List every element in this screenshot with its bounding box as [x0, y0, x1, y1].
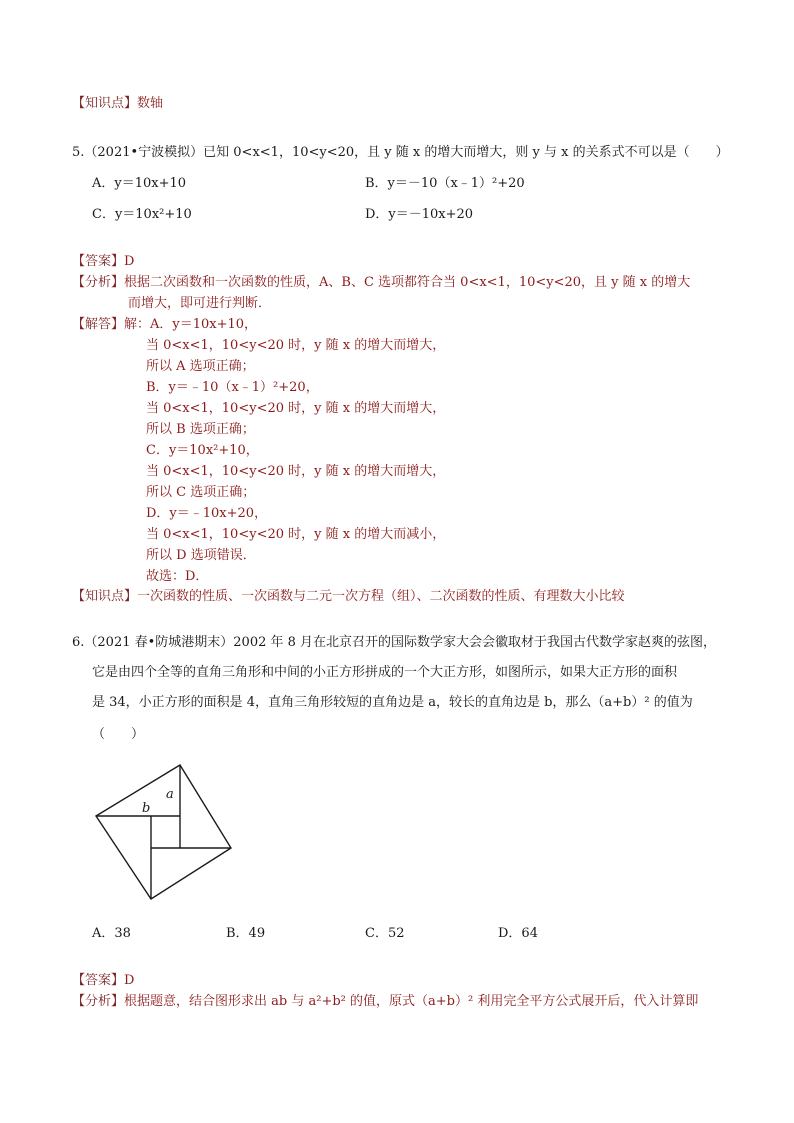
q5-knowledge-point-tag: 【知识点】 [72, 589, 138, 604]
q5-solution-line: 解：A．y＝10x+10， [124, 317, 258, 332]
q5-analysis-row [72, 274, 690, 292]
q5-option-a: A．y＝10x+10 [92, 176, 187, 191]
q6-option-c: C．52 [365, 926, 405, 941]
q5-solution-line: 当 0<x<1，10<y<20 时，y 随 x 的增大而增大， [146, 338, 446, 353]
question-6-stem-line-2: 它是由四个全等的直角三角形和中间的小正方形拼成的一个大正方形，如图所示，如果大正方形的面积 [92, 665, 678, 680]
q5-option-c: C．y＝10x²+10 [92, 207, 192, 222]
q5-solution-line: B．y＝﹣10（x﹣1）²+20， [146, 380, 319, 395]
label-b: b [142, 801, 151, 816]
q5-solution-line: D．y＝﹣10x+20， [146, 506, 268, 521]
q5-knowledge-point-text: 一次函数的性质、一次函数与二元一次方程（组）、二次函数的性质、有理数大小比较 [137, 589, 625, 604]
q6-answer-row [72, 972, 134, 990]
question-6-stem-line-3: 是 34，小正方形的面积是 4，直角三角形较短的直角边是 a，较长的直角边是 b，那么（a+b）² 的值为 [92, 695, 693, 710]
q5-solution-row [72, 316, 257, 334]
q5-analysis-tag: 【分析】 [72, 275, 125, 290]
q5-analysis-line-2: 而增大，即可进行判断． [128, 296, 272, 311]
q5-knowledge-point-row [72, 588, 625, 606]
q6-analysis-line-1: 根据题意，结合图形求出 ab 与 a²+b² 的值，原式（a+b）² 利用完全平方公式展开后，代入计算即 [124, 994, 699, 1009]
q5-option-b: B．y＝－10（x﹣1）²+20 [365, 176, 525, 191]
q6-option-a: A．38 [92, 926, 131, 941]
knowledge-point-text: 数轴 [137, 96, 164, 111]
q5-answer-tag: 【答案】 [72, 254, 125, 269]
question-6-stem-line-1: 6.（2021 春•防城港期末）2002 年 8 月在北京召开的国际数学家大会会徽取材于我国古代数学家赵爽的弦图， [72, 635, 717, 650]
knowledge-point-tag: 【知识点】 [72, 96, 138, 111]
outer-square [96, 765, 231, 899]
q5-option-d: D．y＝－10x+20 [365, 207, 474, 222]
q6-analysis-row [72, 993, 698, 1011]
q6-answer: D [124, 973, 135, 988]
q5-analysis-line-1: 根据二次函数和一次函数的性质，A、B、C 选项都符合当 0<x<1，10<y<20，且 y 随 x 的增大 [124, 275, 691, 290]
zhao-shuang-figure [80, 760, 250, 910]
question-5-stem: 5.（2021•宁波模拟）已知 0<x<1，10<y<20，且 y 随 x 的增大而增大，则 y 与 x 的关系式不可以是（ ） [72, 145, 729, 160]
q6-option-d: D．64 [498, 926, 538, 941]
q5-solution-line: 当 0<x<1，10<y<20 时，y 随 x 的增大而增大， [146, 464, 446, 479]
q6-analysis-tag: 【分析】 [72, 994, 125, 1009]
label-a: a [166, 787, 174, 802]
q5-solution-line: 所以 D 选项错误． [146, 548, 256, 563]
q6-answer-tag: 【答案】 [72, 973, 125, 988]
q5-solution-line: 当 0<x<1，10<y<20 时，y 随 x 的增大而减小， [146, 527, 446, 542]
q5-solution-line: 故选：D． [146, 569, 209, 584]
q5-solution-line: 所以 C 选项正确； [146, 485, 256, 500]
knowledge-point-row [72, 95, 163, 113]
q5-solution-tag: 【解答】 [72, 317, 125, 332]
q5-solution-line: 当 0<x<1，10<y<20 时，y 随 x 的增大而增大， [146, 401, 446, 416]
q5-solution-line: 所以 A 选项正确； [146, 359, 255, 374]
q5-solution-line: C．y＝10x²+10， [146, 443, 259, 458]
question-6-stem-line-4: （ ） [92, 727, 145, 742]
q5-solution-line: 所以 B 选项正确； [146, 422, 255, 437]
q5-answer: D [124, 254, 135, 269]
q5-answer-row [72, 253, 134, 271]
q6-option-b: B．49 [226, 926, 266, 941]
